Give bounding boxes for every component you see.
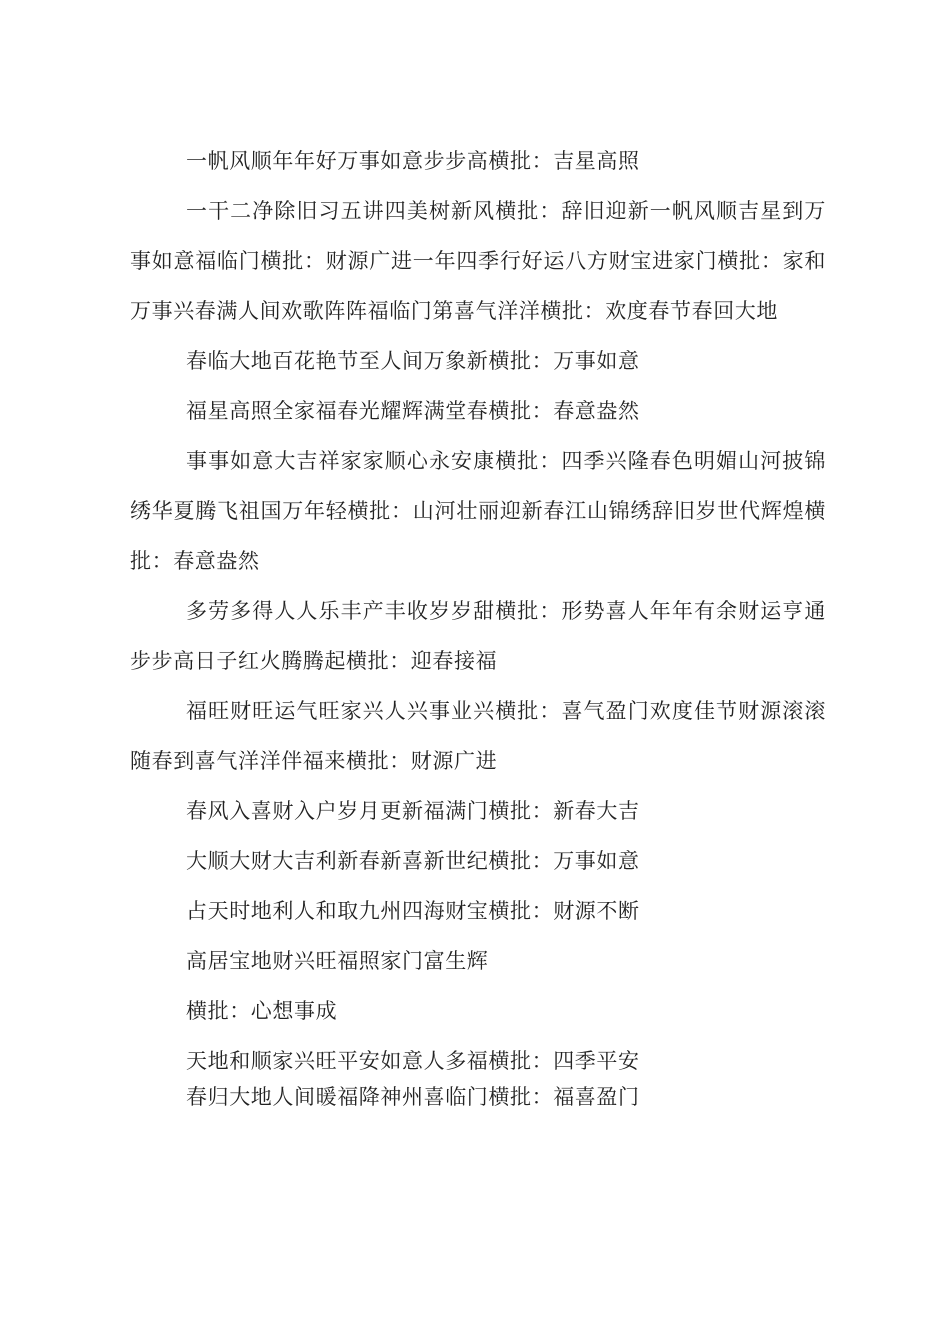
paragraph: 天地和顺家兴旺平安如意人多福横批：四季平安 xyxy=(186,1049,640,1073)
document-body xyxy=(130,136,826,1110)
paragraph: 春风入喜财入户岁月更新福满门横批：新春大吉 xyxy=(186,799,640,823)
paragraph: 占天时地利人和取九州四海财宝横批：财源不断 xyxy=(186,899,640,923)
paragraph: 高居宝地财兴旺福照家门富生辉 xyxy=(186,949,489,973)
paragraph: 春临大地百花艳节至人间万象新横批：万事如意 xyxy=(186,349,640,373)
paragraph: 一帆风顺年年好万事如意步步高横批：吉星高照 xyxy=(186,149,640,173)
paragraph: 事事如意大吉祥家家顺心永安康横批：四季兴隆春色明媚山河披锦绣华夏腾飞祖国万年轻横批：山河壮丽迎新春江山锦绣辞旧岁世代辉煌横批：春意盎然 xyxy=(130,449,826,573)
paragraph: 横批：心想事成 xyxy=(186,999,338,1023)
paragraph: 春归大地人间暖福降神州喜临门横批：福喜盈门 xyxy=(186,1085,640,1109)
paragraph: 大顺大财大吉利新春新喜新世纪横批：万事如意 xyxy=(186,849,640,873)
paragraph: 一干二净除旧习五讲四美树新风横批：辞旧迎新一帆风顺吉星到万事如意福临门横批：财源广进一年四季行好运八方财宝进家门横批：家和万事兴春满人间欢歌阵阵福临门第喜气洋洋横批：欢度春节春回大地 xyxy=(130,199,826,323)
paragraph: 福旺财旺运气旺家兴人兴事业兴横批：喜气盈门欢度佳节财源滚滚随春到喜气洋洋伴福来横批：财源广进 xyxy=(130,699,826,773)
paragraph: 多劳多得人人乐丰产丰收岁岁甜横批：形势喜人年年有余财运亨通步步高日子红火腾腾起横批：迎春接福 xyxy=(130,599,826,673)
paragraph: 福星高照全家福春光耀辉满堂春横批：春意盎然 xyxy=(186,399,640,423)
